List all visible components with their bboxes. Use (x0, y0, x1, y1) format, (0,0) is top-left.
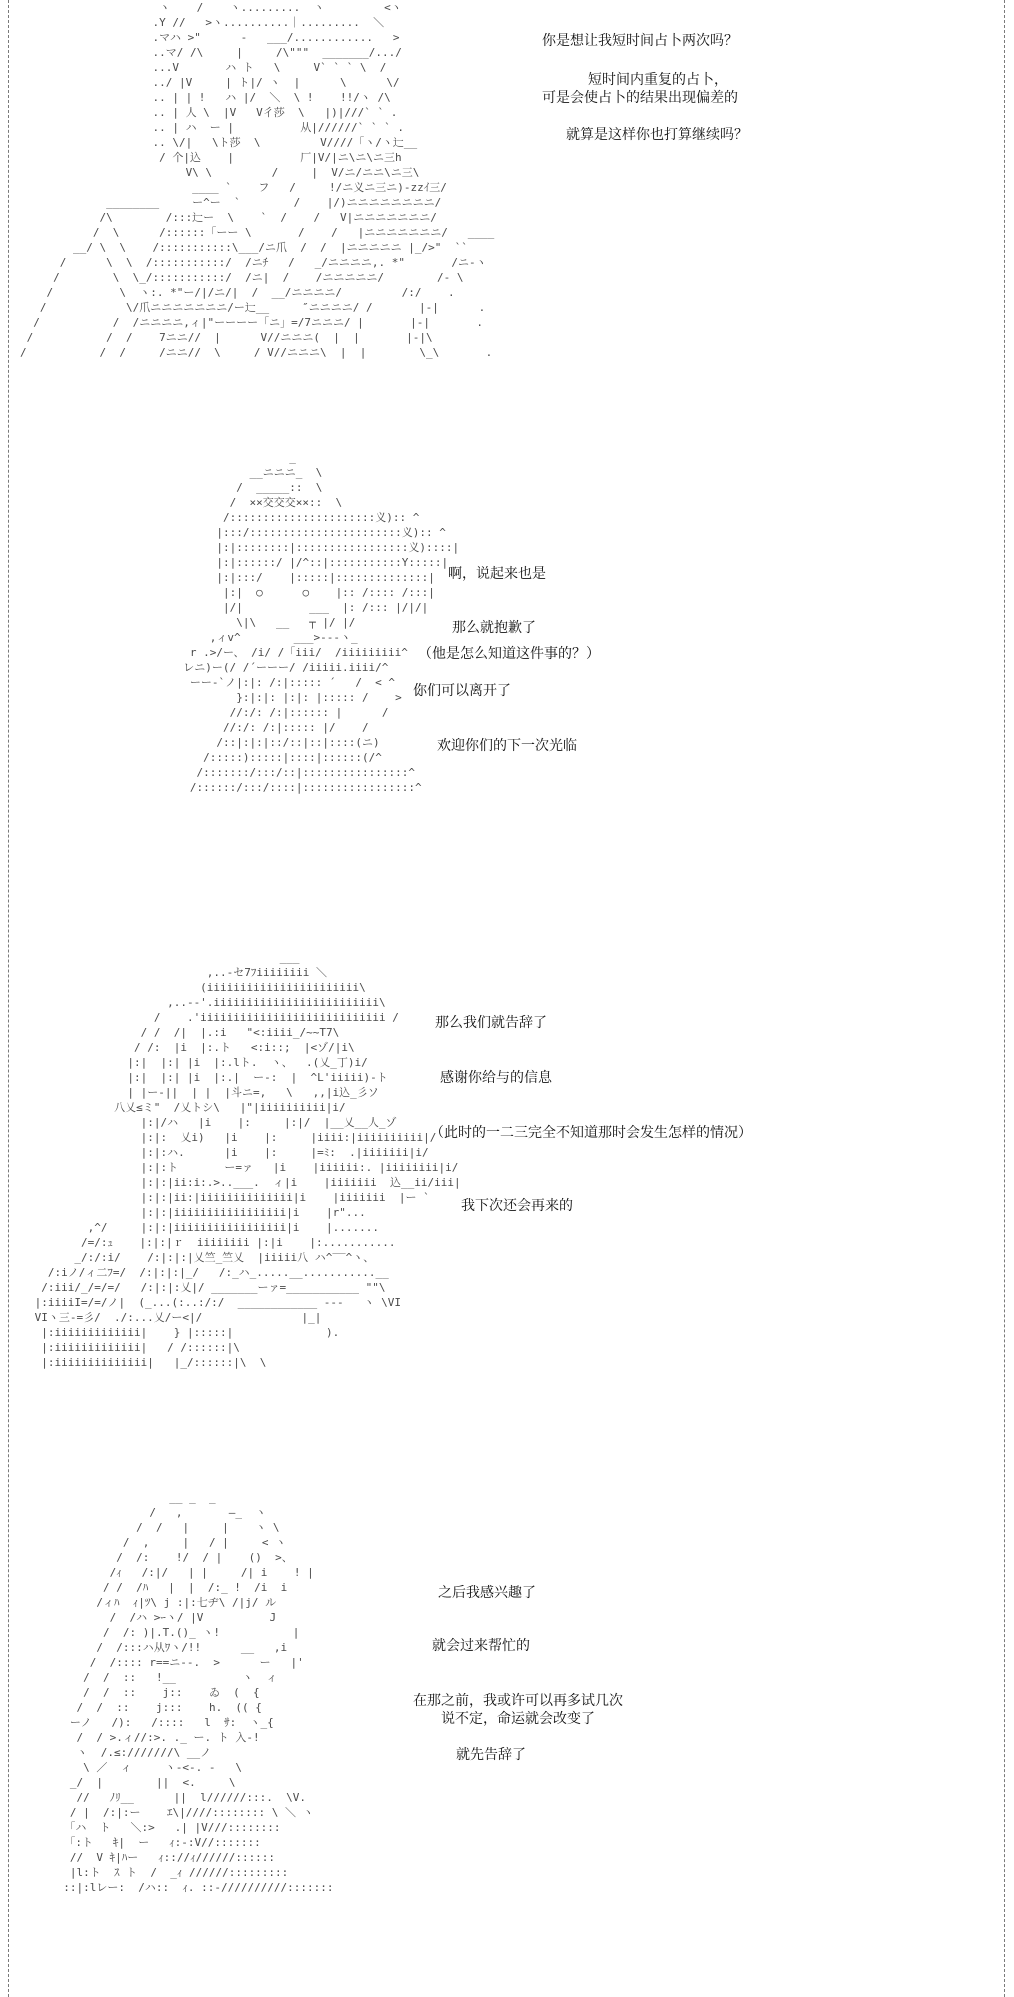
dialog-line: 感谢你给与的信息 (440, 1070, 552, 1086)
ascii-art-fortune-teller: ヽ / ヽ......... ヽ <ヽ .Y // >ヽ..........｜......... ＼ .マハ >" - ___/............ > ..マ/ /\ | /\""" _______/.../ ...V ハ ト \ V` ` ` \ / ../ |V | ト|/ ヽ | \ \/ .. | | ! ハ |/ ＼ \ ! !!/ヽ /\ .. | 人 \ |V V彳莎 \ |)|///` ` . .. | ハ ー | 从|//////` ` ` . .. \/| \ト莎 \ V////「ヽ/ヽ辷__ / 个|込 | 厂|V/|ニ\ニ\ニ三h V\ \ / | V/ニ/ニニ\ニ三\ ____ ` フ / !/ニ义ニ三ニ)-zzｲ三/ ________ ー^ー ` / |/)ニニニニニニニニ/ /\ /:::辷ー \ ` / / V|ニニニニニニニ/ / \ /::::::「ーー \ / / |ニニニニニニニ/ ____ __/ \ \ /:::::::::::\___/ニ爪 / / |ニニニニニ |_/>" `` / \ \ /:::::::::::/ /ニﾁ / _/ニニニニ,. *" /ニ-ヽ / \ \_/:::::::::::/ /ニ| / /ニニニニニ/ /- \ / \ ヽ:. *"ー/|/ニ/| / __/ニニニニ/ /:/ . / \/爪ニニニニニニニ/ー辷__ ″ニニニニ/ / |-| . / / /ニニニニ,ィ|"ーーーー「ニ」=/7ニニニ/ | |-| . / / / 7ニニ// | V//ニニニ( | | |-|\ / / / /ニニ// \ / V//ニニニ\ | | \_\ . (20, 1, 495, 359)
dialog-line: 欢迎你们的下一次光临 (437, 738, 577, 754)
dialog-line: 那么就抱歉了 (452, 620, 536, 636)
panel-girl-reply (0, 420, 1014, 910)
panel-farewell (0, 1450, 1014, 1997)
dialog-line: 就算是这样你也打算继续吗？ (566, 127, 748, 143)
dialog-line: 说不定，命运就会改变了 (441, 1711, 595, 1727)
ascii-art-farewell-character: __ _ _ / , ―_ ヽ / / | | ヽ \ / , | / | < ヽ / /: !/ / | () >、 /ｨ /:|/ | | /| i ! | / / /ﾊ | | /:_ ! /i i /ィﾊ ｨ|ﾂ\ j :|:七ヂ\ /|j/ ル / /ハ >ｰヽ/ |V J / /: )|.T.()_ ヽ! | / /:::ハ从ﾜヽ/!! __ ,i / /:::: r==ニ--. > ー |' / / :: !__ ヽ ィ / / :: j:: ゐ ( { / / :: j::: h. (( { ーノ /): /:::: l ｻ: ヽ_{ / / >.ィ//:>. ._ ー. ト 入‐! ヽ /.≤:///////\ __ノ \ ／ ィ ヽ-<-. - \ _/ | || <. \ // ﾉﾘ__ || l//////:::. \V. / | /:|:ー ｴ\|////:::::::: \ ＼ ヽ ｢ハ ト ＼:> .| |V///:::::::: ｢:ト ｷ| ー ｨ:-:V//::::::: // V ｷ|ﾊー ｨ:://ｨ//////:::::: |l:ト ｽ ト / _ｨ //////::::::::: ::|:lレー: /ハ:: ｨ. ::-//////////::::::: (63, 1491, 334, 1894)
dialog-line: 在那之前，我或许可以再多试几次 (413, 1693, 623, 1709)
dialog-line: 我下次还会再来的 (461, 1198, 573, 1214)
ascii-art-seated-character: ___ ,..-セ7ﾌiiiiiiii ＼ (iiiiiiiiiiiiiiiiiiiiiii\ ,..-‐'.iiiiiiiiiiiiiiiiiiiiiiiii\ / .'iiiiiiiiiiiiiiiiiiiiiiiiiiii / / / /| |.:i "<:iiii_/~~T7\ / /: |i |:.ト <:i::; |<ゾ/|i\ |:| |:| |i |:.lト. ヽ、 .(乂_丁)i/ |:| |:| |i |:.| ー-: | ^L'iiiii)-ト | |ー-|| | | |斗ニ=, \ ,,|i込_彡ソ 八乂≤ミ" /乂トシ\ |"|iiiiiiiiii|i/ |:|/ハ |i |: |:|/ |__乂__人_ゾ |:|: 乂i) |i |: |iiii:|iiiiiiiiii|/ |:|:ハ. |i |: |=ﾐ: .|iiiiiii|i/ |:|:ト ー=ァ |i |iiiiii:. |iiiiiiii|i/ |:|:|ii:i:.>..___. ィ|i |iiiiiii 込__ii/iii| |:|:|ii:|iiiiiiiiiiiiii|i |iiiiiii |ー ` |:|:|iiiiiiiiiiiiiiiii|i |r"... ,^/ |:|:|iiiiiiiiiiiiiiiii|i |....... /=/:ｭ |:|:|ｒ iiiiiiii |:|i |:........... _/:/:i/ /:|:|:|乂竺_竺乂 |iiiii八 ハ^‾‾^ヽ、 /:iノ/ィ二ﾌ=/ /:|:|:|_/ /:_ハ_.....__...........__ /:iii/_/=/=/ /:|:|:乂|/ _______ーァ=___________ ""\ |:iiiiI=/=/ノ| (_...(:..:/:/ ____________ --- ヽ \VI VIヽ三-=彡/ ./:...乂/ー<|/ |_| |:iiiiiiiiiiiii| } |:::::| ). |:iiiiiiiiiiiii| / /::::::|\ |:iiiiiiiiiiiiii| |_/::::::|\ \ (34, 951, 461, 1369)
dialog-line: （他是怎么知道这件事的？） (418, 646, 600, 662)
dialog-line: 你们可以离开了 (413, 683, 511, 699)
dialog-line: 就会过来帮忙的 (432, 1638, 530, 1654)
dialog-line: （此时的一二三完全不知道那时会发生怎样的情况） (430, 1125, 752, 1141)
dialog-line: 你是想让我短时间占卜两次吗？ (542, 33, 738, 49)
panel-fortune-teller (0, 0, 1014, 420)
dialog-line: 啊，说起来也是 (448, 566, 546, 582)
dialog-line: 就先告辞了 (456, 1747, 526, 1763)
ascii-art-girl: _ __ニニニ_ \ / _____:: \ / ××交交交××:: \ /::::::::::::::::::::::义):: ^ |:::/:::::::::::::::::::::::义):: ^ |:|::::::::|:::::::::::::::::义)::::| |:|::::::/ |/^::|:::::::::::Y:::::| |:|:::/ |:::::|::::::::::::::| |:| ○ ○ |:: /:::: /:::| |/| ___ |: /::: |/|/| \|\ __ ┬ |/ |/ ,ィv^ ___>---ヽ_ r .>/ー、 /i/ /「iii/ /iiiiiiiii^ レニ)ー(/ /´ーーー/ /iiiii.iiii/^ ーー-`ノ|:|: /:|::::: ´ / < ^ }:|:|: |:|: |::::: / > ^ //:/: /:|:::::: | / //:/: /:|::::: |/ / /::|:|:|::/::|::|::::(ニ) /:::::):::::|::::|::::::(/^ /:::::::/:::/::|::::::::::::::::^ /::::::/:::/::::|:::::::::::::::::^ (183, 451, 460, 794)
dialog-line: 之后我感兴趣了 (438, 1585, 536, 1601)
dialog-line: 那么我们就告辞了 (435, 1015, 547, 1031)
dialog-line: 短时间内重复的占卜， (588, 72, 728, 88)
panel-departure (0, 910, 1014, 1450)
dialog-line: 可是会使占卜的结果出现偏差的 (542, 90, 738, 106)
